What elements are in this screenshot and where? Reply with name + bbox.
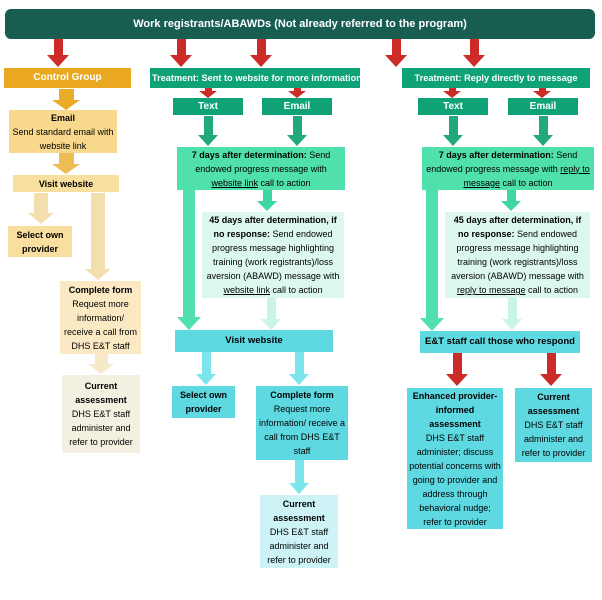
treatment-website-box — [150, 68, 360, 88]
box-title: Current assessment — [273, 498, 325, 523]
box-body: Request more information/ receive a call from DHS E&T staff — [63, 298, 138, 351]
control-visit-website-box — [13, 175, 119, 192]
box-body: DHS E&T staff administer and refer to provider — [521, 420, 586, 458]
channel-label: Email — [283, 100, 311, 112]
down-arrow — [288, 88, 306, 98]
down-arrow — [463, 39, 485, 67]
control-group-label: Control Group — [33, 72, 102, 83]
down-arrow — [47, 39, 69, 67]
down-arrow — [533, 116, 553, 146]
down-arrow — [502, 298, 522, 330]
box-title: Email — [50, 112, 75, 123]
box-body: 7 days after determination: Send endowed progress message with reply to message call to action — [426, 149, 590, 188]
reply-current-assessment-box — [515, 388, 592, 462]
down-arrow — [88, 354, 114, 374]
down-arrow — [85, 193, 111, 280]
down-arrow — [261, 298, 281, 330]
box-body: 7 days after determination: Send endowed progress message with website link call to action — [191, 149, 331, 188]
box-title: Complete form — [270, 390, 334, 400]
box-title: Select own provider — [179, 390, 227, 414]
down-arrow — [443, 116, 463, 146]
box-body: Send standard email with website link — [12, 126, 114, 151]
down-arrow — [52, 89, 80, 110]
down-arrow — [501, 190, 521, 211]
down-arrow — [28, 193, 54, 224]
down-arrow — [287, 116, 307, 146]
box-title: Current assessment — [75, 381, 127, 405]
box-body: DHS E&T staff administer and refer to provider — [69, 409, 133, 447]
reply-email-box — [508, 98, 578, 115]
down-arrow — [289, 352, 309, 385]
treatment-title: Treatment: Sent to website for more information — [152, 73, 362, 83]
box-title: Visit website — [38, 178, 94, 189]
website-complete-form-box — [256, 386, 348, 460]
down-arrow — [443, 88, 461, 98]
control-complete-form-box — [60, 281, 141, 354]
box-title: Enhanced provider-informed assessment — [412, 390, 498, 429]
box-title: E&T staff call those who respond — [425, 336, 575, 347]
down-arrow — [289, 460, 309, 494]
down-arrow — [540, 353, 562, 386]
box-body: 45 days after determination, if no response: Send endowed progress message highlighting training (work registrants)/loss aversion (ABAWD) message with reply to message call to action — [451, 215, 584, 295]
reply-day45-box — [445, 212, 590, 298]
control-select-own-provider-box — [8, 226, 72, 257]
down-arrow — [199, 88, 217, 98]
header-title: Work registrants/ABAWDs (Not already referred to the program) — [133, 18, 467, 30]
down-arrow — [257, 190, 277, 211]
website-visit-website-box — [175, 330, 333, 352]
down-arrow — [198, 116, 218, 146]
down-arrow — [385, 39, 407, 67]
treatment-reply-box — [402, 68, 590, 88]
box-title: Current assessment — [527, 392, 580, 416]
website-current-assessment-box — [260, 495, 338, 568]
control-group-box — [4, 68, 131, 88]
reply-enhanced-assessment-box — [407, 388, 503, 529]
down-arrow — [52, 153, 80, 174]
down-arrow — [420, 190, 444, 331]
box-body: 45 days after determination, if no response: Send endowed progress message highlighting training (work registrants)/loss aversion (ABAWD) message with website link call to action — [206, 215, 340, 295]
website-day7-box — [177, 147, 345, 190]
control-current-assessment-box — [62, 375, 140, 453]
channel-label: Email — [529, 100, 557, 112]
reply-staff-call-box — [420, 331, 580, 353]
website-email-box — [262, 98, 332, 115]
reply-day7-box — [422, 147, 594, 190]
reply-text-box — [418, 98, 488, 115]
box-title: Select own provider — [16, 229, 64, 254]
box-body: Request more information/ receive a call from DHS E&T staff — [258, 404, 346, 456]
box-body: DHS E&T staff administer; discuss potential concerns with going to provider and address through behavioral nudge; refer to provider — [409, 432, 501, 527]
down-arrow — [177, 190, 201, 330]
channel-label: Text — [443, 100, 463, 112]
channel-label: Text — [198, 100, 218, 112]
down-arrow — [250, 39, 272, 67]
down-arrow — [170, 39, 192, 67]
website-day45-box — [202, 212, 344, 298]
down-arrow — [196, 352, 216, 385]
control-email-box — [9, 110, 117, 153]
box-title: Complete form — [68, 284, 133, 295]
down-arrow — [446, 353, 468, 386]
website-select-own-provider-box — [172, 386, 235, 418]
down-arrow — [533, 88, 551, 98]
box-body: DHS E&T staff administer and refer to provider — [267, 526, 331, 565]
header-banner — [5, 9, 595, 39]
treatment-title: Treatment: Reply directly to message — [414, 73, 578, 83]
website-text-box — [173, 98, 243, 115]
box-title: Visit website — [225, 335, 283, 346]
